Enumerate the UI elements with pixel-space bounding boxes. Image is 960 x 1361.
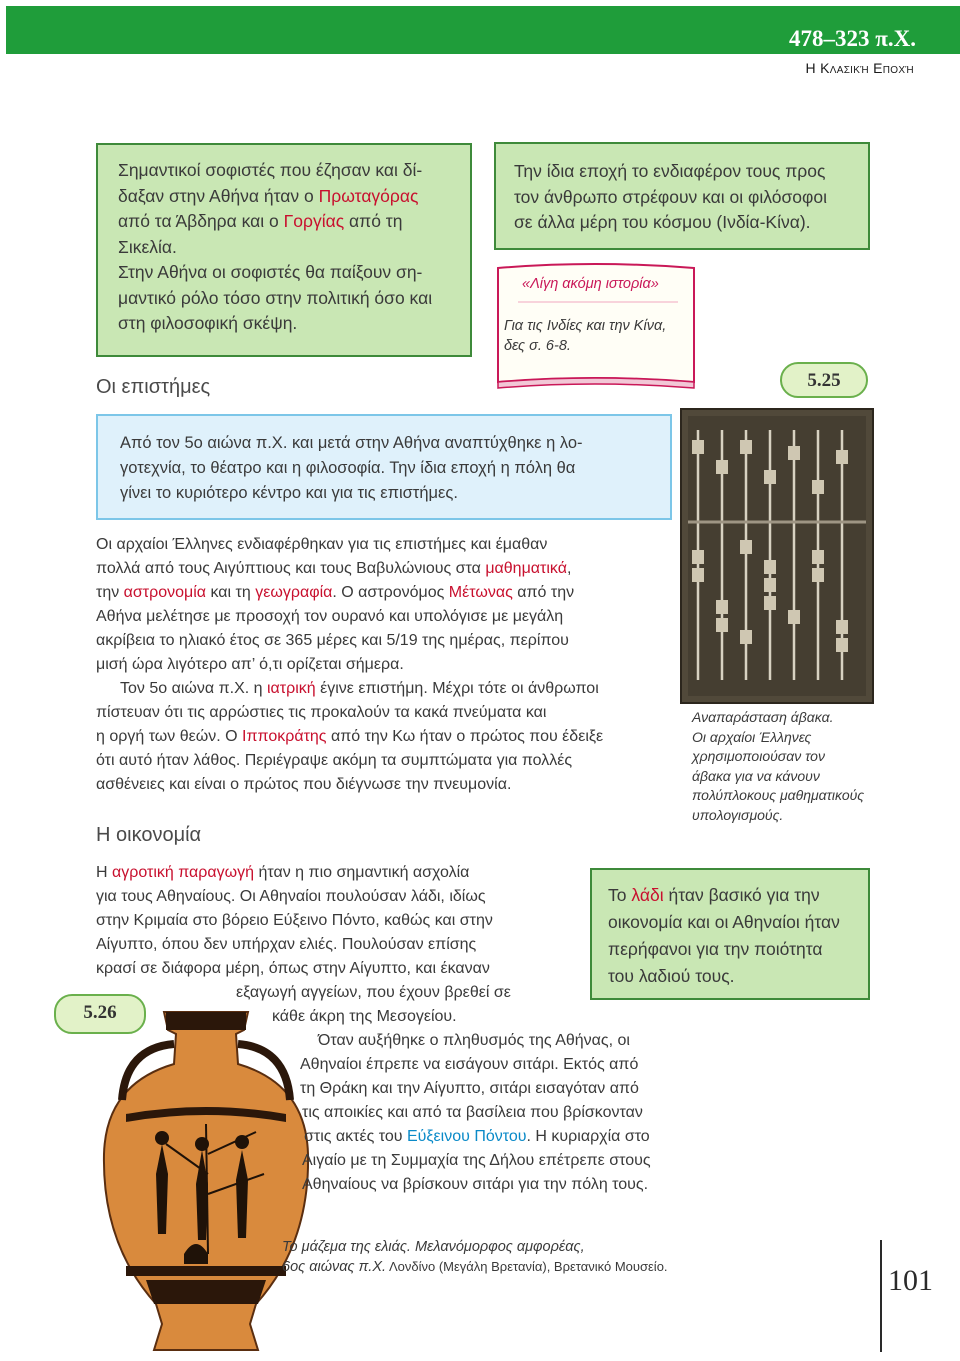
fifth-century-box: Από τον 5ο αιώνα π.Χ. και μετά στην Αθήνα αναπτύχθηκε η λο- γοτεχνία, το θέατρο και η φιλοσοφία. Την ίδια εποχή η πόλη θα γίνει το κυριότερο κέντρο και για τις επιστήμες. [96,414,672,520]
keyword-hippocrates: Ιπποκράτης [242,728,327,745]
chapter-period: 478–323 π.Χ. [789,26,916,51]
sophists-line-1: Σημαντικοί σοφιστές που έζησαν και δί- [118,160,423,180]
figure-5-26-label: 5.26 [54,994,146,1034]
keyword-protagoras: Πρωταγόρας [318,185,419,206]
figure-5-26-caption-1: Το μάζεμα της ελιάς. Μελανόμορφος αμφορέας, [282,1239,585,1255]
keyword-mathematics: μαθηματικά [485,560,567,577]
page-number-rule [880,1240,882,1352]
philosophers-box: Την ίδια εποχή το ενδιαφέρον τους προς τον άνθρωπο στρέφουν και οι φιλόσοφοι σε άλλα μέρη του κόσμου (Ινδία-Κίνα). [494,142,870,250]
book-note-line-1: Για τις Ινδίες και την Κίνα, [504,318,667,334]
section-heading-sciences: Οι επιστήμες [96,376,211,398]
sophists-box: Σημαντικοί σοφιστές που έζησαν και δί- δαξαν στην Αθήνα ήταν ο Πρωταγόρας από τα Άβδηρα και ο Γοργίας από τη Σικελία. Στην Αθήνα οι σοφιστές θα παίξουν ση- μαντικό ρόλο τόσο στην πολιτική όσο και στη φιλοσοφική σκέψη. [96,143,472,357]
keyword-euxine-pontus: Εύξεινου Πόντου [406,1128,527,1145]
keyword-meton: Μέτωνας [448,584,513,601]
book-note-line-2: δες σ. 6-8. [504,338,571,354]
keyword-gorgias: Γοργίας [283,211,345,231]
amphora-image [86,1004,326,1356]
section-heading-economy: Η οικονομία [96,824,202,846]
keyword-oil: λάδι [631,885,664,905]
keyword-agricultural-production: αγροτική παραγωγή [112,864,255,881]
figure-5-25-caption-1: Αναπαράσταση άβακα. [692,709,834,725]
history-book-note[interactable] [494,262,700,394]
keyword-geography: γεωγραφία [255,584,333,601]
oil-box: Το λάδι ήταν βασικό για την οικονομία και οι Αθηναίοι ήταν περήφανοι για την ποιότητα του λαδιού τους. [590,868,870,1000]
chapter-era: Η Κλασική Εποχή [805,60,914,76]
page-number: 101 [888,1264,933,1297]
book-note-title: «Λίγη ακόμη ιστορία» [522,276,659,292]
abacus-image [680,408,874,704]
keyword-astronomy: αστρονομία [123,584,207,601]
figure-5-25-label: 5.25 [780,362,868,398]
keyword-medicine: ιατρική [266,680,316,697]
